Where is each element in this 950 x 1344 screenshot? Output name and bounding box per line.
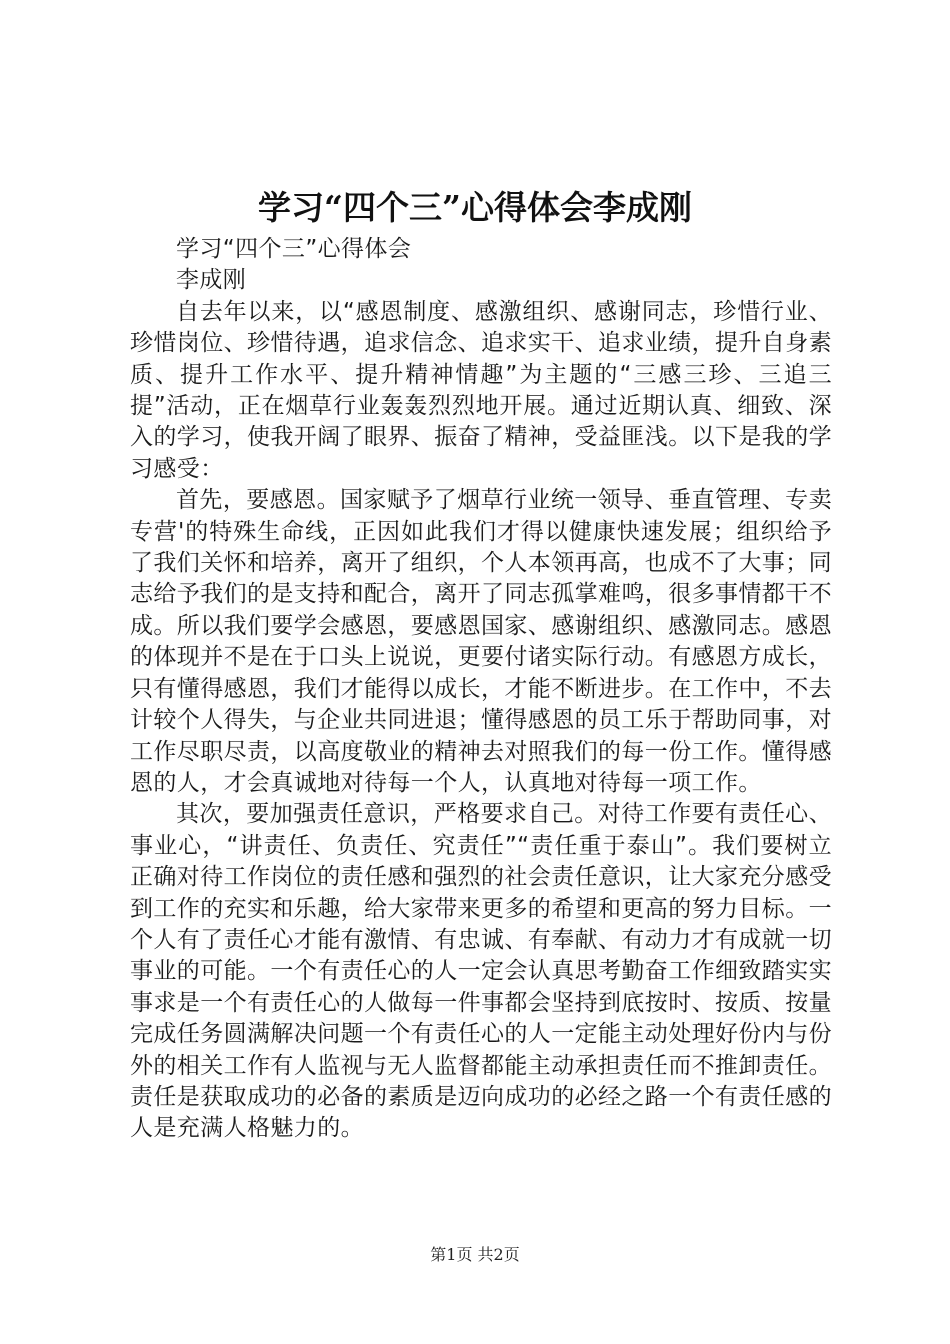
paragraph-intro: 自去年以来，以“感恩制度、感激组织、感谢同志，珍惜行业、珍惜岗位、珍惜待遇，追求信念、追求实干、追求业绩，提升自身素质、提升工作水平、提升精神情趣”为主题的“三感三珍、三追三提”活动，正在烟草行业轰轰烈烈地开展。通过近期认真、细致、深入的学习，使我开阔了眼界、振奋了精神，受益匪浅。以下是我的学习感受： <box>130 298 832 482</box>
document-body <box>130 234 832 1145</box>
paragraph-responsibility: 其次，要加强责任意识，严格要求自己。对待工作要有责任心、事业心，“讲责任、负责任、究责任”“责任重于泰山”。我们要树立正确对待工作岗位的责任感和强烈的社会责任意识，让大家充分感受到工作的充实和乐趣，给大家带来更多的希望和更高的努力目标。一个人有了责任心才能有激情、有忠诚、有奉献、有动力才有成就一切事业的可能。一个有责任心的人一定会认真思考勤奋工作细致踏实实事求是一个有责任心的人做每一件事都会坚持到底按时、按质、按量完成任务圆满解决问题一个有责任心的人一定能主动处理好份内与份外的相关工作有人监视与无人监督都能主动承担责任而不推卸责任。责任是获取成功的必备的素质是迈向成功的必经之路一个有责任感的人是充满人格魅力的。 <box>130 801 832 1142</box>
document-author: 李成刚 <box>176 267 247 294</box>
paragraph-gratitude: 首先，要感恩。国家赋予了烟草行业统一领导、垂直管理、专卖专营'的特殊生命线，正因如此我们才得以健康快速发展；组织给予了我们关怀和培养，离开了组织，个人本领再高，也成不了大事；同志给予我们的是支持和配合，离开了同志孤掌难鸣，很多事情都干不成。所以我们要学会感恩，要感恩国家、感谢组织、感激同志。感恩的体现并不是在于口头上说说，更要付诸实际行动。有感恩方成长，只有懂得感恩，我们才能得以成长，才能不断进步。在工作中，不去计较个人得失，与企业共同进退；懂得感恩的员工乐于帮助同事，对工作尽职尽责，以高度敬业的精神去对照我们的每一份工作。懂得感恩的人，才会真诚地对待每一个人，认真地对待每一项工作。 <box>130 487 832 796</box>
document-title: 学习“四个三”心得体会李成刚 <box>258 188 692 227</box>
page-footer: 第1页 共2页 <box>430 1245 520 1264</box>
document-subtitle: 学习“四个三”心得体会 <box>176 236 412 262</box>
